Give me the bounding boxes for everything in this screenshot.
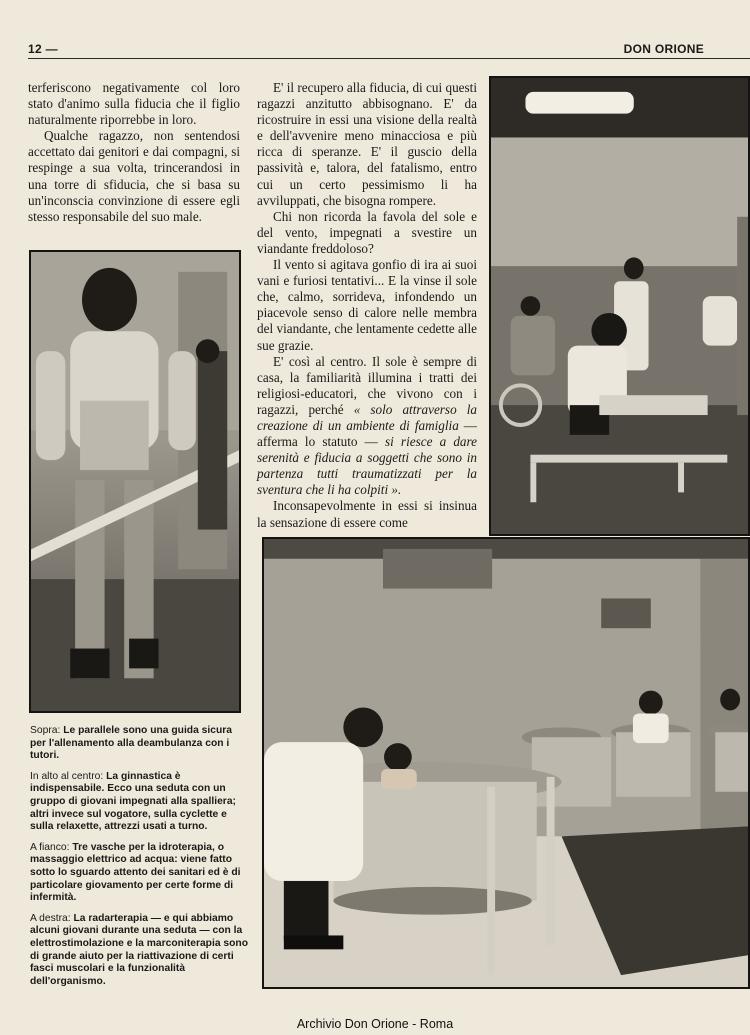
paragraph: Il vento si agitava gonfio di ira ai suoi vani e furiosi tentativi... E la vinse il sole che, calmo, sorrideva, infondendo un piacevole senso di calore nelle membra del viandante, che lentamente cedette alle sue grazie. (257, 257, 477, 353)
caption-label: A destra: (30, 912, 71, 924)
paragraph: terferiscono negativamente col loro stato d'animo sulla fiducia che il figlio naturalmente riporrebbe in loro. (28, 80, 240, 128)
photo-hydrotherapy-image (264, 539, 748, 987)
photo-parallel-bars (29, 250, 241, 713)
caption-text: La radarterapia — e qui abbiamo alcuni giovani durante una seduta — con la elettrostimolazione e la marconiterapia sono di grande aiuto per la riattivazione di certi fasci muscolari e la funzionalità dell'organismo. (30, 912, 249, 987)
paragraph-text: E' così al centro. Il sole è sempre di casa, la familiarità illumina i tratti dei religiosi-educatori, che vivono con i ragazzi, perché (257, 353, 477, 417)
statute-quote: si riesce a dare serenità e fiducia a soggetti che sono in partenza tutti traumatizzati per la sventura che li ha colpiti ». (257, 434, 478, 498)
magazine-title: DON ORIONE (623, 42, 704, 56)
photo-gymnastics-image (491, 78, 748, 534)
caption-text: Le parallele sono una guida sicura per l'allenamento alla deambulanza con i tutori. (30, 725, 233, 762)
caption-label: A fianco: (30, 841, 70, 853)
paragraph: E' il recupero alla fiducia, di cui questi ragazzi anzitutto abbisognano. E' da ricostruire in essi una visione della realtà e dell'avvenire meno minacciosa e più ricca di speranze. E' il guscio della passività e, talora, del fatalismo, entro cui un certo pessimismo li ha avviluppati, che bisogna rompere. (257, 80, 477, 208)
photo-gymnastics (489, 76, 750, 536)
paragraph: Chi non ricorda la favola del sole e del vento, impegnati a svestire un viandante freddoloso? (257, 208, 477, 256)
text-column-1 (28, 80, 240, 225)
caption (30, 842, 248, 905)
text-column-2 (257, 80, 477, 531)
header-rule (28, 58, 750, 59)
paragraph: Qualche ragazzo, non sentendosi accettato dai genitori e dai compagni, si respinge a sua volta, trincerandosi in una torre di sfiducia, che si basa su un'inconscia convinzione di essere egli stesso responsabile del suo male. (28, 128, 240, 224)
statute-quote: « solo attraverso la creazione di un ambiente di famiglia (257, 401, 478, 433)
photo-hydrotherapy (262, 537, 750, 989)
photo-parallel-bars-image (31, 252, 239, 711)
caption (30, 913, 248, 989)
caption-label: In alto al centro: (30, 770, 104, 782)
caption-text: La ginnastica è indispensabile. Ecco una seduta con un gruppo di giovani impegnati alla spalliera; altri invece sul vogatore, sulla cyclette e sulla relaxette, attrezzi usati a turno. (30, 770, 236, 833)
paragraph (257, 354, 477, 499)
caption-text: Tre vasche per la idroterapia, o massaggio elettrico ad acqua: viene fatto sotto lo sguardo attento dei sanitari ed è di particolare giovamento per certe forme di infermità. (30, 841, 241, 904)
archive-footer: Archivio Don Orione - Roma (296, 1017, 454, 1031)
caption (30, 725, 248, 763)
page-number: 12 — (28, 42, 58, 56)
caption-label: Sopra: (30, 725, 61, 736)
photo-captions (30, 725, 248, 996)
caption (30, 771, 248, 834)
paragraph: Inconsapevolmente in essi si insinua la sensazione di essere come (257, 498, 477, 530)
paragraph-text: — afferma lo statuto — (257, 417, 477, 450)
